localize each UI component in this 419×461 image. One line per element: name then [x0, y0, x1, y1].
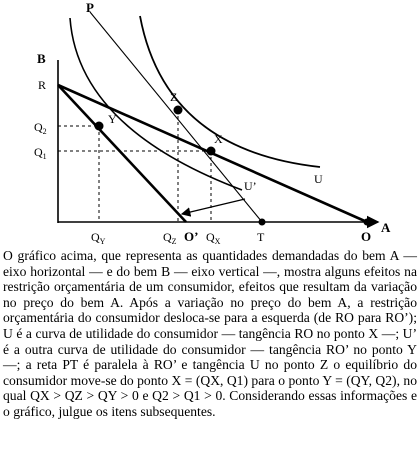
label-q1: $Q_1$ [34, 145, 47, 161]
point-o [364, 219, 371, 226]
label-u-prime: U’ [244, 179, 257, 193]
label-o-prime: O’ [184, 229, 199, 244]
label-r: R [38, 78, 47, 92]
label-p: P [86, 0, 94, 15]
movement-arrow [182, 199, 245, 214]
point-z [174, 106, 183, 115]
point-x [207, 147, 216, 156]
utility-curve-u-prime [70, 18, 242, 190]
label-y: Y [108, 112, 117, 126]
label-qx: $Q_X$ [206, 230, 221, 246]
label-x: X [214, 132, 223, 146]
question-paragraph: O gráfico acima, que representa as quantidades demandadas do bem A — eixo horizontal — e do bem B — eixo vertical —, mostra alguns efeitos na restrição orçamentária de um consumidor, efeitos que resultam da variação no preço do bem A. Após a variação no preço do bem A, a restrição orçamentária do consumidor desloca-se para a esquerda (de RO para RO’); U é a curva de utilidade do consumidor — tangência RO no ponto X —; U’ é a outra curva de utilidade do consumidor — tangência RO’ no ponto Y —; a reta PT é paralela à RO’ e tangência U no ponto Z o equilíbrio do consumidor move-se do ponto X = (QX, Q1) para o ponto Y = (QY, Q2), no qual QX > QZ > QY > 0 e Q2 > Q1 > 0. Considerando essas informações e o gráfico, julgue os itens subsequentes. [3, 248, 417, 419]
label-qy: $Q_Y$ [91, 230, 106, 246]
label-b: B [37, 51, 46, 66]
point-t [259, 219, 266, 226]
label-o: O [361, 229, 372, 244]
utility-curve-u [140, 16, 320, 167]
label-qz: $Q_Z$ [163, 230, 177, 246]
point-y [95, 122, 104, 131]
label-z: Z [170, 90, 178, 104]
label-q2: $Q_2$ [34, 120, 47, 136]
label-u: U [314, 172, 323, 186]
label-t: T [257, 230, 265, 244]
label-a: A [381, 220, 391, 235]
